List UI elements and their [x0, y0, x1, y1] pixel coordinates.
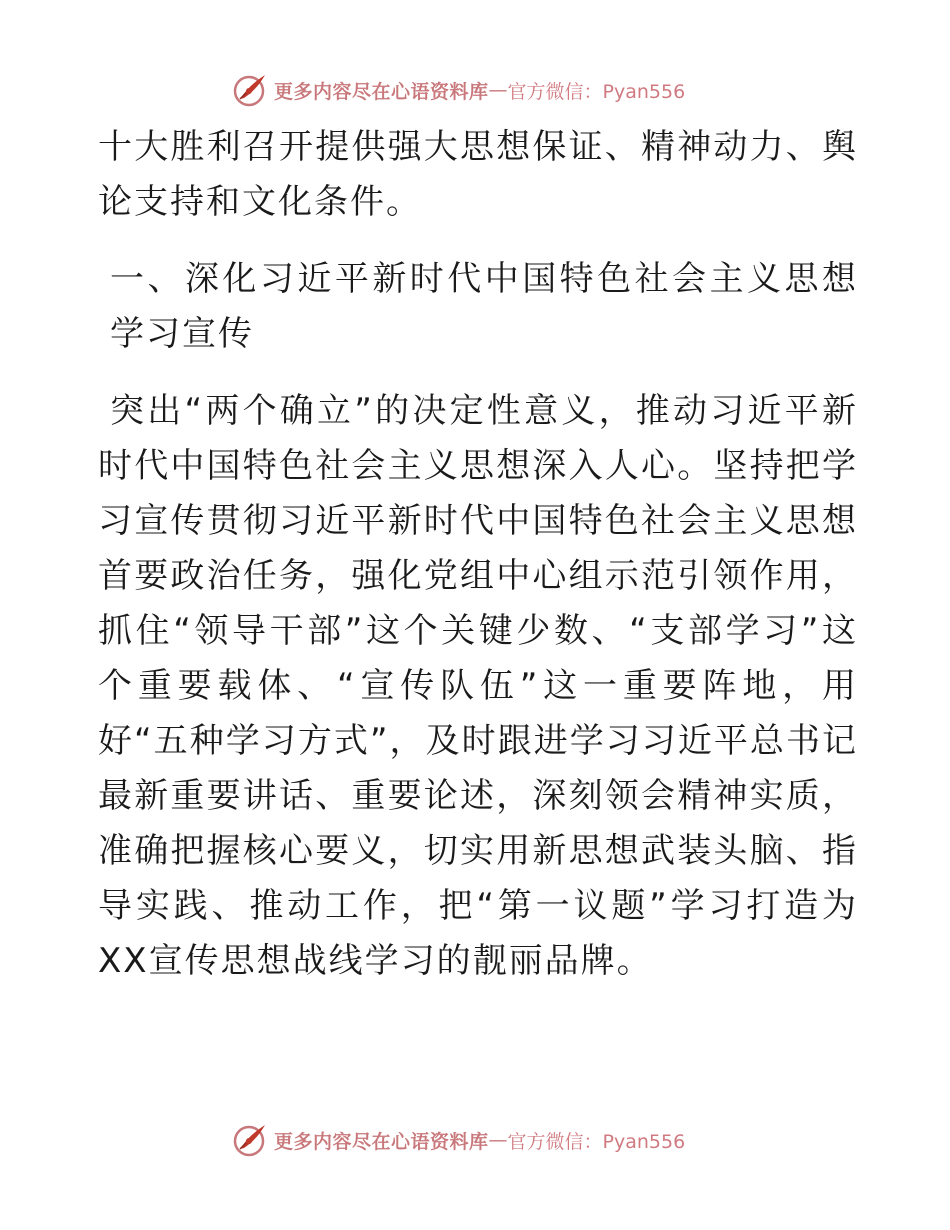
- header-watermark: [232, 70, 685, 110]
- footer-watermark: [232, 1120, 685, 1160]
- body-paragraph: 突出“两个确立”的决定性意义，推动习近平新时代中国特色社会主义思想深入人心。坚持把学习宣传贯彻习近平新时代中国特色社会主义思想首要政治任务，强化党组中心组示范引领作用，抓住“领导干部”这个关键少数、“支部学习”这个重要载体、“宣传队伍”这一重要阵地，用好“五种学习方式”，及时跟进学习习近平总书记最新重要讲话、重要论述，深刻领会精神实质，准确把握核心要义，切实用新思想武装头脑、指导实践、推动工作，把“第一议题”学习打造为XX宣传思想战线学习的靓丽品牌。: [98, 391, 858, 981]
- quill-pen-logo-icon: [232, 1122, 268, 1158]
- section-heading: 一、深化习近平新时代中国特色社会主义思想学习宣传: [110, 259, 858, 354]
- footer-brand-text: 更多内容尽在心语资料库: [274, 1130, 489, 1153]
- quill-pen-logo-icon: [232, 72, 268, 108]
- footer-contact-text: 官方微信：Pyan556: [507, 1130, 686, 1153]
- header-contact-text: 官方微信：Pyan556: [507, 80, 686, 103]
- document-body: [98, 120, 858, 989]
- header-brand-text: 更多内容尽在心语资料库: [274, 80, 489, 103]
- footer-separator: —: [488, 1129, 508, 1151]
- intro-paragraph: 十大胜利召开提供强大思想保证、精神动力、舆论支持和文化条件。: [98, 127, 858, 222]
- header-separator: —: [488, 79, 508, 101]
